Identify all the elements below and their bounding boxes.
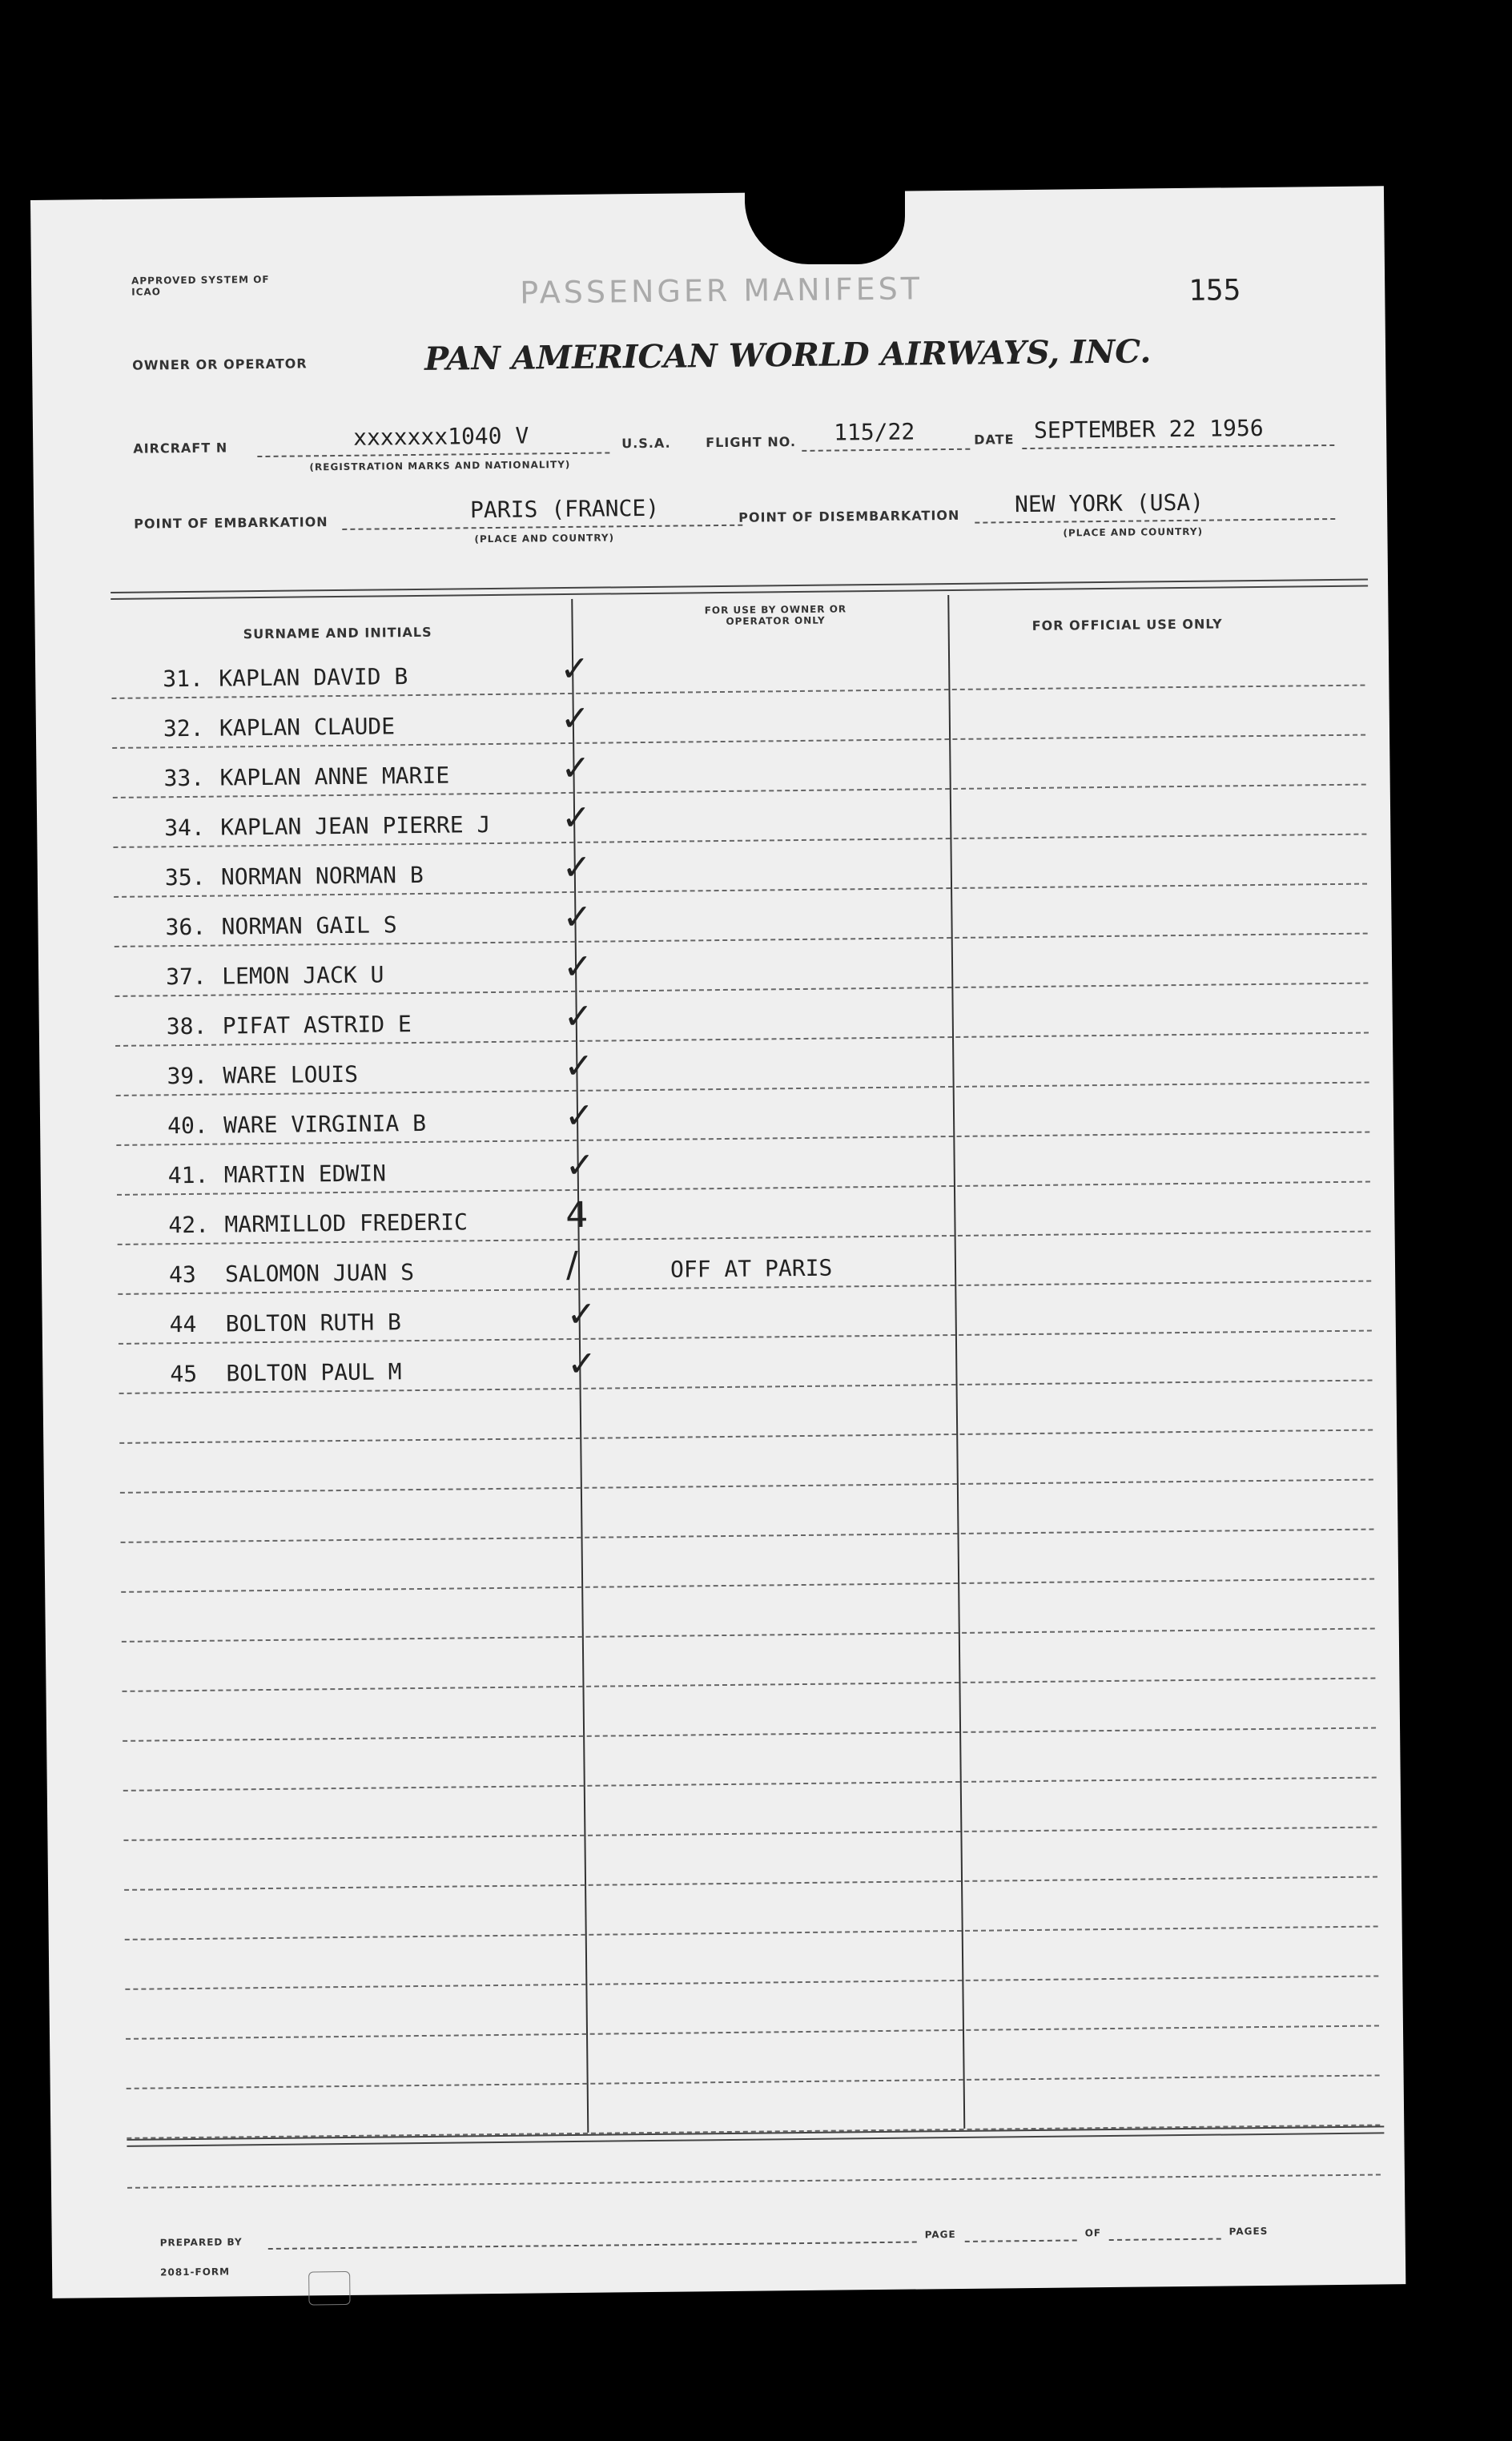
check-mark-icon: ✓ [559, 648, 590, 690]
check-mark-icon: ✓ [562, 946, 593, 988]
owner-value: PAN AMERICAN WORLD AIRWAYS, INC. [424, 332, 1152, 378]
disembark-sublabel: (PLACE AND COUNTRY) [1063, 525, 1204, 539]
passenger-number: 42. [168, 1211, 210, 1239]
aircraft-value: xxxxxxx1040 V [352, 422, 529, 451]
passenger-name: WARE VIRGINIA B [223, 1109, 427, 1139]
check-mark-icon: ✓ [566, 1293, 597, 1336]
date-value: SEPTEMBER 22 1956 [1033, 414, 1264, 444]
disembark-label: POINT OF DISEMBARKATION [738, 507, 960, 525]
passenger-number: 41. [167, 1161, 209, 1189]
passenger-name: KAPLAN CLAUDE [219, 713, 396, 742]
check-mark-icon: 4 [565, 1194, 589, 1237]
col-official-header: FOR OFFICIAL USE ONLY [1031, 616, 1223, 633]
check-mark-icon: ✓ [566, 1343, 597, 1385]
date-label: DATE [974, 432, 1015, 448]
passenger-number: 38. [166, 1012, 207, 1040]
passenger-number: 45 [170, 1360, 198, 1388]
passenger-number: 35. [164, 863, 206, 891]
passenger-name: LEMON JACK U [221, 961, 384, 990]
passenger-remark: OFF AT PARIS [670, 1254, 833, 1283]
passenger-number: 34. [164, 814, 205, 842]
passenger-name: NORMAN NORMAN B [220, 861, 424, 891]
approved-stamp: APPROVED SYSTEM OF ICAO [131, 273, 270, 298]
check-mark-icon: ✓ [561, 747, 591, 790]
passenger-name: BOLTON RUTH B [225, 1309, 402, 1337]
passenger-number: 31. [163, 665, 204, 693]
passenger-name: MARTIN EDWIN [223, 1160, 387, 1188]
flight-label: FLIGHT NO. [706, 434, 797, 451]
check-mark-icon: / [565, 1244, 579, 1286]
check-mark-icon: ✓ [565, 1144, 595, 1187]
passenger-name: KAPLAN ANNE MARIE [219, 762, 450, 791]
passenger-number: 33. [163, 764, 205, 792]
check-mark-icon: ✓ [564, 1095, 595, 1137]
passenger-number: 44 [169, 1310, 197, 1338]
col-surname-header: SURNAME AND INITIALS [243, 624, 432, 642]
check-mark-icon: ✓ [560, 698, 590, 740]
flight-value: 115/22 [833, 418, 915, 446]
header-rule [111, 579, 1368, 600]
passenger-number: 43 [168, 1261, 196, 1289]
owner-label: OWNER OR OPERATOR [132, 356, 308, 373]
embark-label: POINT OF EMBARKATION [134, 514, 328, 532]
of-label: OF [1084, 2227, 1102, 2239]
prepared-by-label: PREPARED BY [159, 2236, 243, 2249]
check-mark-icon: ✓ [563, 995, 593, 1038]
form-number: 2081-FORM [160, 2266, 231, 2278]
passenger-number: 40. [167, 1112, 208, 1140]
passenger-name: MARMILLOD FREDERIC [224, 1208, 468, 1238]
passenger-name: KAPLAN DAVID B [219, 663, 408, 692]
check-mark-icon: ✓ [564, 1045, 594, 1088]
passenger-name: PIFAT ASTRID E [222, 1011, 412, 1040]
passenger-number: 36. [165, 913, 207, 941]
aircraft-label: AIRCRAFT N [133, 440, 228, 456]
page-label: PAGE [924, 2229, 956, 2241]
check-mark-icon: ✓ [561, 797, 592, 839]
passenger-name: NORMAN GAIL S [221, 911, 397, 940]
passenger-name: KAPLAN JEAN PIERRE J [220, 811, 491, 841]
printer-seal-icon [308, 2271, 350, 2306]
page-number: 155 [1188, 274, 1241, 308]
passenger-number: 37. [165, 963, 207, 991]
embark-value: PARIS (FRANCE) [469, 494, 660, 524]
usa-label: U.S.A. [621, 435, 671, 452]
passenger-name: SALOMON JUAN S [224, 1259, 415, 1288]
check-mark-icon: ✓ [562, 896, 593, 939]
passenger-number: 32. [163, 714, 204, 742]
disembark-value: NEW YORK (USA) [1014, 489, 1204, 518]
aircraft-sublabel: (REGISTRATION MARKS AND NATIONALITY) [309, 458, 571, 473]
manifest-sheet [30, 186, 1405, 2298]
check-mark-icon: ✓ [561, 847, 592, 889]
embark-sublabel: (PLACE AND COUNTRY) [474, 532, 615, 545]
col-owner-header: FOR USE BY OWNER OR OPERATOR ONLY [704, 603, 847, 627]
passenger-name: WARE LOUIS [223, 1060, 359, 1089]
pages-label: PAGES [1228, 2225, 1269, 2238]
form-title: PASSENGER MANIFEST [520, 271, 923, 311]
passenger-number: 39. [167, 1062, 208, 1090]
passenger-name: BOLTON PAUL M [226, 1358, 402, 1387]
